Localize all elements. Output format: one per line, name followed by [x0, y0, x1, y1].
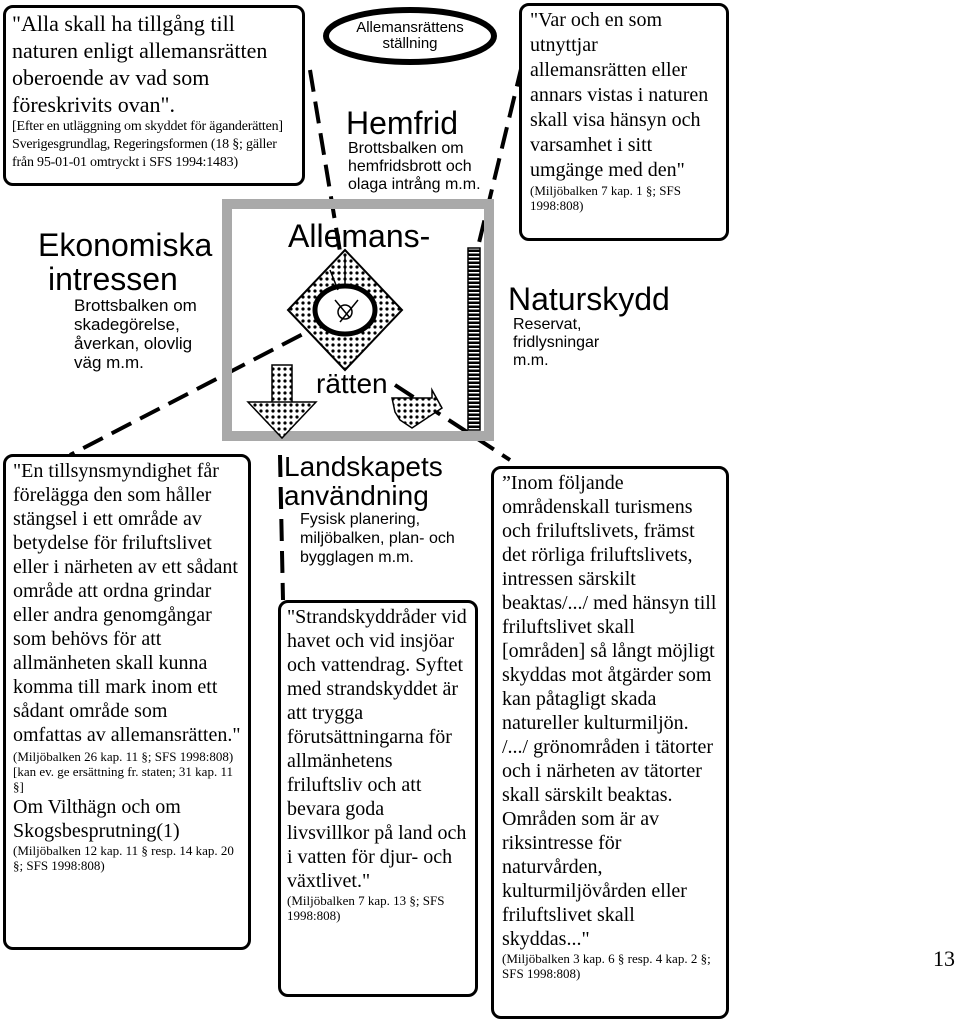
top-left-quote: "Alla skall ha tillgång till naturen enligt allemansrätten oberoende av vad som föreskrivits ovan". — [12, 11, 268, 117]
arrow-down-right-icon — [392, 390, 442, 428]
allemansratt-emblem-icon — [288, 250, 402, 370]
bottom-middle-quote-box — [278, 600, 478, 997]
hemfrid-section — [346, 106, 516, 194]
top-right-quote: "Var och en som utnyttjar allemansrätten eller annars vistas i naturen skall visa hänsyn och varsamhet i sitt umgänge med den" — [530, 9, 709, 181]
landskapets-heading: Landskapets användning — [284, 451, 443, 511]
landskapets-body: Fysisk planering, miljöbalken, plan- och bygglagen m.m. — [300, 511, 455, 566]
top-left-quote-box — [3, 5, 305, 186]
ekonomiska-heading-line1: Ekonomiska — [38, 227, 213, 263]
bottom-right-quote: ”Inom följande områdenskall turismens och friluftslivets, främst det rörliga friluftslivets, intressen särskilt beaktas/.../ med hänsyn till friluftslivet skall [områden] så långt möjligt skyddas mot åtgärder som kan påtagligt skada natureller kulturmiljön. /.../ grönområden i tätorter och i närheten av tätorter skall särskilt beaktas. Områden som är av riksintresse för naturvården, kulturmiljövården eller friluftslivet skall skyddas..." — [502, 472, 717, 950]
vertical-striped-bar — [468, 248, 480, 430]
center-word-bottom: rätten — [316, 368, 388, 399]
hemfrid-body: Brottsbalken om hemfridsbrott och olaga intrång m.m. — [348, 140, 481, 193]
naturskydd-heading: Naturskydd — [508, 281, 670, 317]
ekonomiska-section — [38, 228, 238, 372]
page-number: 13 — [933, 946, 955, 971]
landskapets-section — [284, 452, 490, 567]
bottom-left-ref2: (Miljöbalken 12 kap. 11 § resp. 14 kap. 20 §; SFS 1998:808) — [13, 843, 234, 873]
bottom-left-subheading: Om Vilthägn och om Skogsbesprutning(1) — [13, 796, 181, 842]
ekonomiska-heading-line2: intressen — [48, 261, 178, 297]
center-word-top: Allemans- — [288, 218, 431, 254]
naturskydd-section — [508, 282, 708, 370]
bottom-right-quote-box — [491, 466, 729, 1019]
oval-label: Allemansrättens ställning — [356, 19, 464, 52]
ekonomiska-body: Brottsbalken om skadegörelse, åverkan, olovlig väg m.m. — [74, 296, 197, 372]
bottom-left-quote: "En tillsynsmyndighet får förelägga den som håller stängsel i ett område av betydelse för friluftslivet eller i närheten av ett sådant område att ordna grindar eller andra genomgångar som behövs för att allmänheten skall kunna komma till mark inom ett sådant område som omfattas av allemansrätten." — [13, 460, 241, 746]
hemfrid-heading: Hemfrid — [346, 105, 459, 141]
top-right-quote-box — [519, 3, 729, 241]
bottom-right-ref: (Miljöbalken 3 kap. 6 § resp. 4 kap. 2 §; SFS 1998:808) — [502, 951, 711, 981]
arrow-down-left-icon — [248, 365, 316, 438]
bottom-middle-quote: "Strandskyddråder vid havet och vid insjöar och vattendrag. Syftet med strandskyddet är att trygga förutsättningarna för allmänhetens friluftsliv och att bevara goda livsvillkor på land och i vatten för djur- och växtlivet." — [287, 606, 467, 892]
naturskydd-body: Reservat, fridlysningar m.m. — [513, 316, 600, 369]
bottom-middle-ref: (Miljöbalken 7 kap. 13 §; SFS 1998:808) — [287, 893, 445, 923]
bottom-left-ref1: (Miljöbalken 26 kap. 11 §; SFS 1998:808) [kan ev. ge ersättning fr. staten; 31 kap. 11 §] — [13, 749, 234, 794]
top-left-note: [Efter en utläggning om skyddet för äganderätten] Sverigesgrundlag, Regeringsformen (18 §; gäller från 95-01-01 omtryckt i SFS 1994:1483) — [12, 119, 283, 170]
bottom-left-quote-box — [3, 454, 251, 950]
top-right-ref: (Miljöbalken 7 kap. 1 §; SFS 1998:808) — [530, 183, 681, 213]
